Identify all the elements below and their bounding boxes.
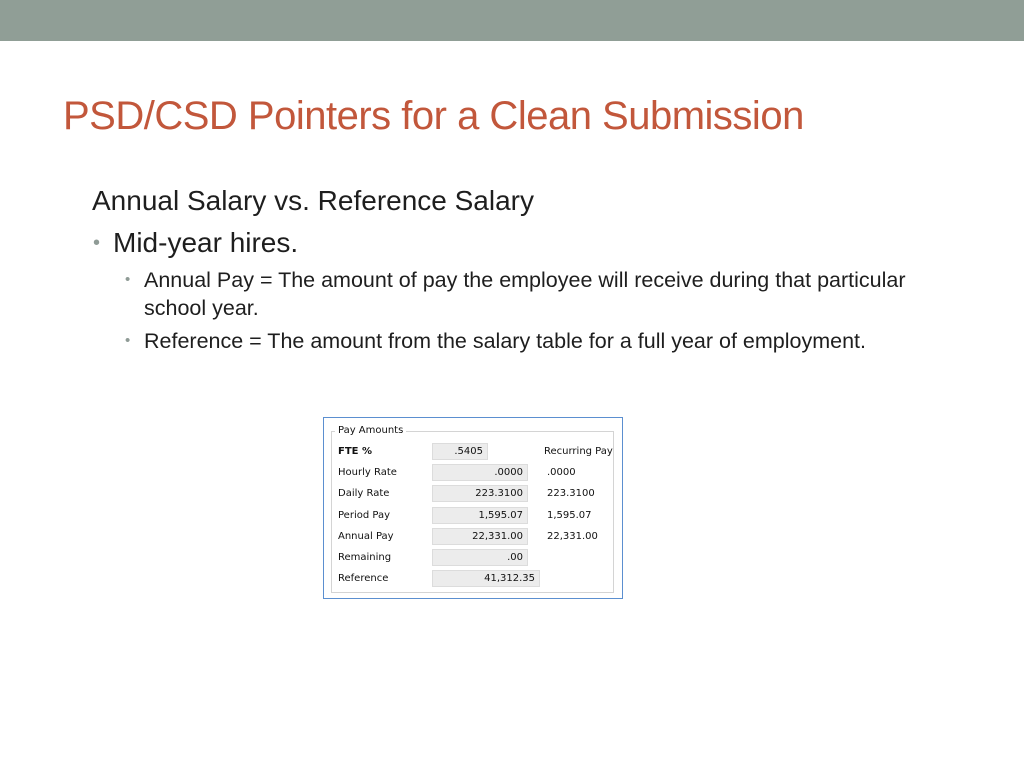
top-banner-bar [0, 0, 1024, 41]
subbullet-text: Annual Pay = The amount of pay the employee will receive during that particular school year. [144, 268, 906, 320]
hourly-rate-field[interactable]: .0000 [432, 464, 528, 481]
recurring-value: 223.3100 [547, 488, 595, 499]
row-daily-rate [338, 485, 608, 503]
bullet-dot-icon: • [125, 332, 131, 349]
row-period-pay [338, 507, 608, 525]
row-hourly-rate [338, 464, 608, 482]
bullet-mid-year-hires [93, 222, 972, 264]
recurring-value: .0000 [547, 467, 576, 478]
row-reference [338, 570, 608, 588]
subbullet-reference [125, 327, 972, 355]
row-label: Annual Pay [338, 531, 394, 542]
fte-field[interactable]: .5405 [432, 443, 488, 460]
group-title: Pay Amounts [335, 425, 406, 437]
bullet-dot-icon: • [125, 271, 131, 288]
daily-rate-field[interactable]: 223.3100 [432, 485, 528, 502]
slide-body [92, 180, 972, 360]
row-label: Reference [338, 573, 389, 584]
row-label: Period Pay [338, 510, 390, 521]
annual-pay-field[interactable]: 22,331.00 [432, 528, 528, 545]
recurring-value: 1,595.07 [547, 510, 592, 521]
recurring-pay-header: Recurring Pay [544, 446, 613, 457]
slide-title: PSD/CSD Pointers for a Clean Submission [63, 94, 804, 138]
recurring-value: 22,331.00 [547, 531, 598, 542]
subbullet-annual-pay [125, 266, 972, 322]
section-heading: Annual Salary vs. Reference Salary [92, 185, 534, 216]
bullet-dot-icon: • [93, 232, 101, 254]
row-fte [338, 443, 608, 461]
row-label: Hourly Rate [338, 467, 397, 478]
row-label: Daily Rate [338, 488, 390, 499]
row-label: Remaining [338, 552, 392, 563]
period-pay-field[interactable]: 1,595.07 [432, 507, 528, 524]
row-label: FTE % [338, 446, 372, 457]
reference-field[interactable]: 41,312.35 [432, 570, 540, 587]
row-annual-pay [338, 528, 608, 546]
subbullet-text: Reference = The amount from the salary table for a full year of employment. [144, 329, 867, 353]
bullet-text: Mid-year hires. [113, 227, 299, 258]
pay-amounts-screenshot [323, 417, 623, 599]
row-remaining [338, 549, 608, 567]
remaining-field[interactable]: .00 [432, 549, 528, 566]
